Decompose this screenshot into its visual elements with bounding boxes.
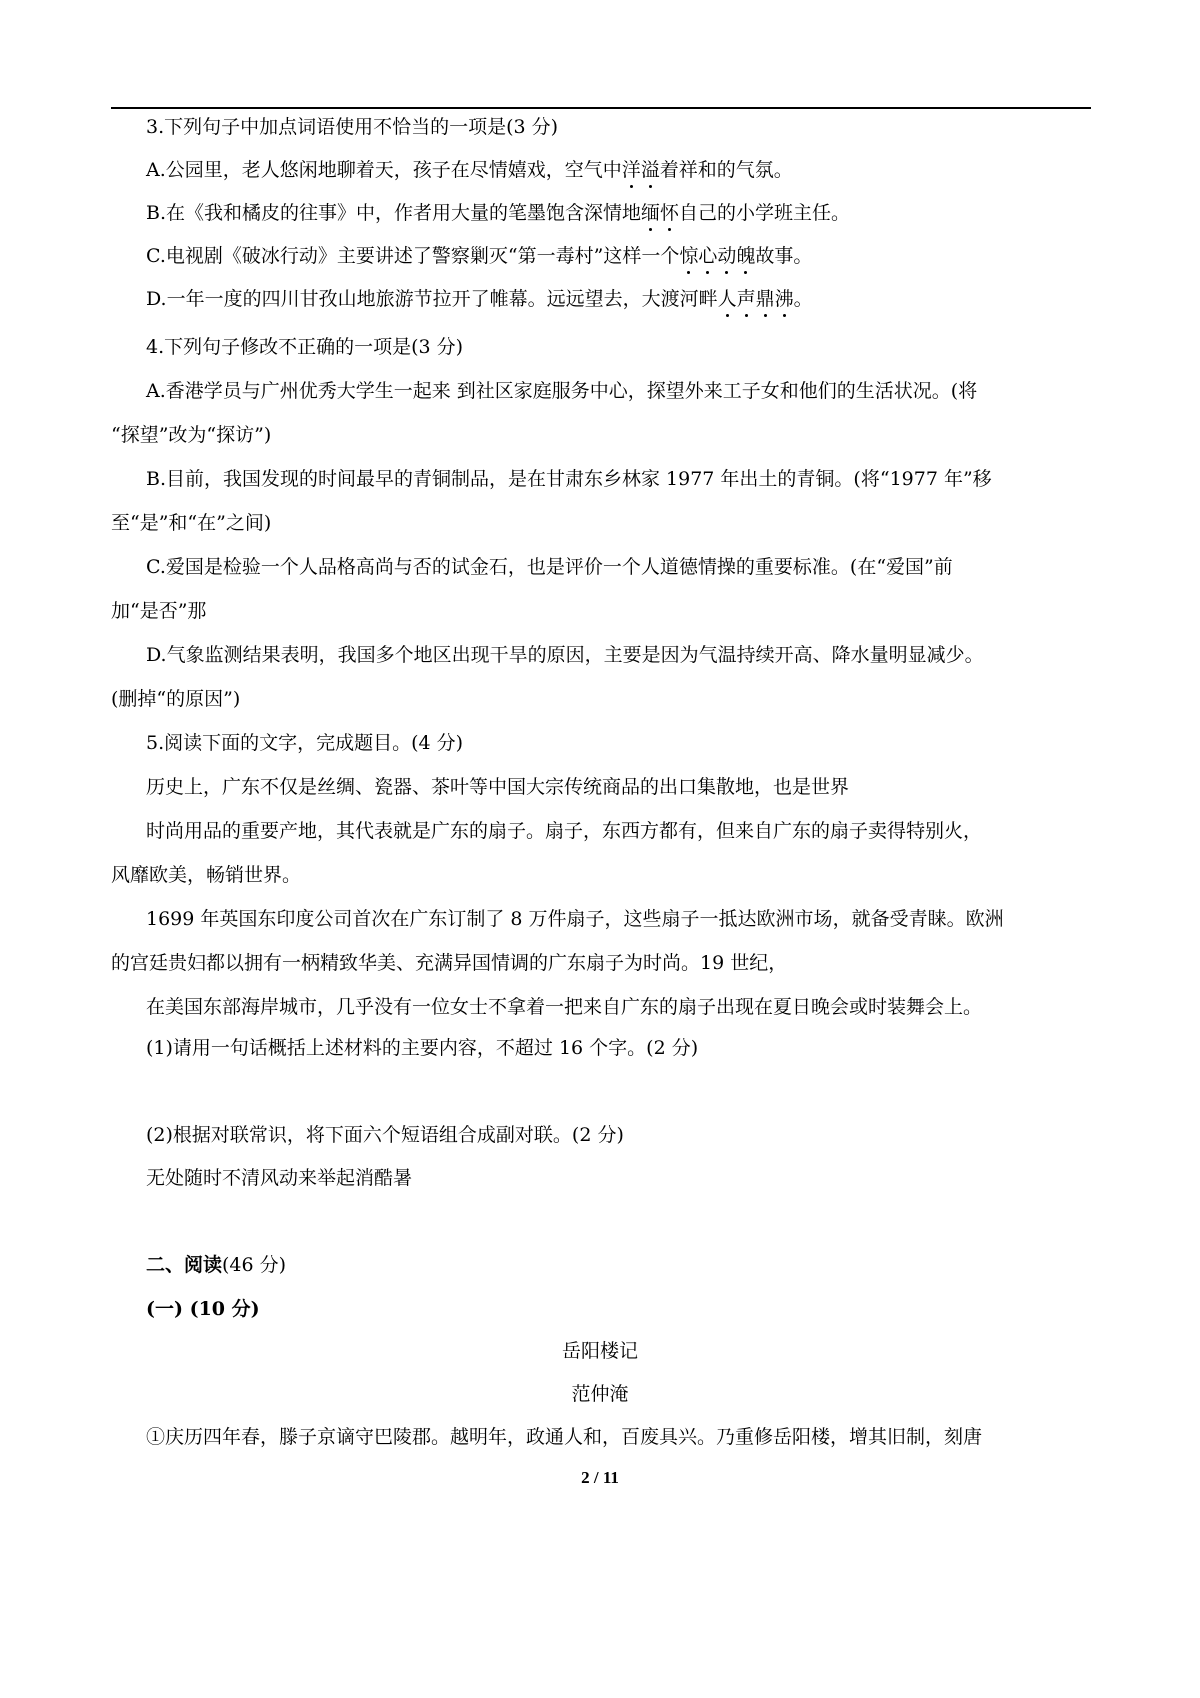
q4-stem: 4.下列句子修改不正确的一项是(3 分) xyxy=(146,336,464,358)
passage-title: 岳阳楼记 xyxy=(561,1340,638,1362)
dotted-char: 沸 xyxy=(774,288,794,310)
q5-passage-line: 1699 年英国东印度公司首次在广东订制了 8 万件扇子，这些扇子一抵达欧洲市场，就备受青睐。欧洲 xyxy=(146,908,1004,930)
dotted-char: 心 xyxy=(698,245,718,267)
dotted-char: 溢 xyxy=(640,159,660,181)
q3-option-a xyxy=(146,157,793,183)
q3-option-a-post: 着祥和的气氛。 xyxy=(659,159,793,181)
q3-option-c xyxy=(146,243,812,269)
q4-option-d-line2: (删掉“的原因”) xyxy=(111,688,241,710)
part-heading: (一) (10 分) xyxy=(146,1298,260,1320)
section-heading-score: (46 分) xyxy=(222,1254,287,1276)
section-heading-title: 二、阅读 xyxy=(146,1254,223,1276)
dotted-char: 怀 xyxy=(660,202,680,224)
passage-author: 范仲淹 xyxy=(571,1383,629,1405)
q5-subquestion-2: (2)根据对联常识，将下面六个短语组合成副对联。(2 分) xyxy=(146,1124,624,1146)
q4-option-a-line1: A.香港学员与广州优秀大学生一起来 到社区家庭服务中心，探望外来工子女和他们的生活状况。(将 xyxy=(146,380,978,402)
q4-option-c-line1: C.爱国是检验一个人品格高尚与否的试金石，也是评价一个人道德情操的重要标准。(在“爱国”前 xyxy=(146,556,953,578)
q3-option-b-pre: B.在《我和橘皮的往事》中，作者用大量的笔墨饱含深情地 xyxy=(146,202,642,224)
q4-option-c-line2: 加“是否”那 xyxy=(111,600,207,622)
q5-passage-line: 风靡欧美，畅销世界。 xyxy=(111,864,302,886)
dotted-char: 惊 xyxy=(679,245,699,267)
dotted-char: 缅 xyxy=(641,202,661,224)
q5-phrases: 无处随时不清风动来举起消酷暑 xyxy=(146,1167,413,1189)
passage-paragraph: ①庆历四年春，滕子京谪守巴陵郡。越明年，政通人和，百废具兴。乃重修岳阳楼，增其旧制，刻唐 xyxy=(146,1426,983,1448)
q3-option-d-pre: D.一年一度的四川甘孜山地旅游节拉开了帷幕。远远望去，大渡河畔 xyxy=(146,288,718,310)
q3-option-c-pre: C.电视剧《破冰行动》主要讲述了警察剿灭“第一毒村”这样一个 xyxy=(146,245,680,267)
q4-option-b-line2: 至“是”和“在”之间) xyxy=(111,512,272,534)
q3-option-d xyxy=(146,286,813,312)
dotted-char: 声 xyxy=(736,288,756,310)
q3-stem: 3.下列句子中加点词语使用不恰当的一项是(3 分) xyxy=(146,116,559,138)
q5-passage-line: 的宫廷贵妇都以拥有一柄精致华美、充满异国情调的广东扇子为时尚。19 世纪， xyxy=(111,952,788,974)
q5-passage-line: 历史上，广东不仅是丝绸、瓷器、茶叶等中国大宗传统商品的出口集散地，也是世界 xyxy=(146,776,850,798)
q4-option-d-line1: D.气象监测结果表明，我国多个地区出现干旱的原因，主要是因为气温持续开高、降水量明显减少。 xyxy=(146,644,984,666)
header-rule xyxy=(111,107,1091,109)
q5-passage-line: 时尚用品的重要产地，其代表就是广东的扇子。扇子，东西方都有，但来自广东的扇子卖得特别火， xyxy=(146,820,983,842)
dotted-char: 鼎 xyxy=(755,288,775,310)
q5-stem: 5.阅读下面的文字，完成题目。(4 分) xyxy=(146,732,464,754)
q3-option-d-post: 。 xyxy=(793,288,813,310)
dotted-char: 动 xyxy=(717,245,737,267)
q3-option-a-pre: A.公园里，老人悠闲地聊着天，孩子在尽情嬉戏，空气中 xyxy=(146,159,622,181)
q3-option-b xyxy=(146,200,850,226)
section-heading xyxy=(146,1252,286,1278)
q5-subquestion-1: (1)请用一句话概括上述材料的主要内容，不超过 16 个字。(2 分) xyxy=(146,1037,699,1059)
page-number: 2 / 11 xyxy=(581,1468,619,1487)
dotted-char: 人 xyxy=(717,288,737,310)
dotted-char: 魄 xyxy=(736,245,756,267)
q5-passage-line: 在美国东部海岸城市，几乎没有一位女士不拿着一把来自广东的扇子出现在夏日晚会或时装舞会上。 xyxy=(146,996,983,1018)
dotted-char: 洋 xyxy=(621,159,641,181)
q4-option-b-line1: B.目前，我国发现的时间最早的青铜制品，是在甘肃东乡林家 1977 年出土的青铜。(将“1977 年”移 xyxy=(146,468,992,490)
q3-option-b-post: 自己的小学班主任。 xyxy=(679,202,851,224)
q4-option-a-line2: “探望”改为“探访”) xyxy=(111,424,272,446)
q3-option-c-post: 故事。 xyxy=(755,245,813,267)
